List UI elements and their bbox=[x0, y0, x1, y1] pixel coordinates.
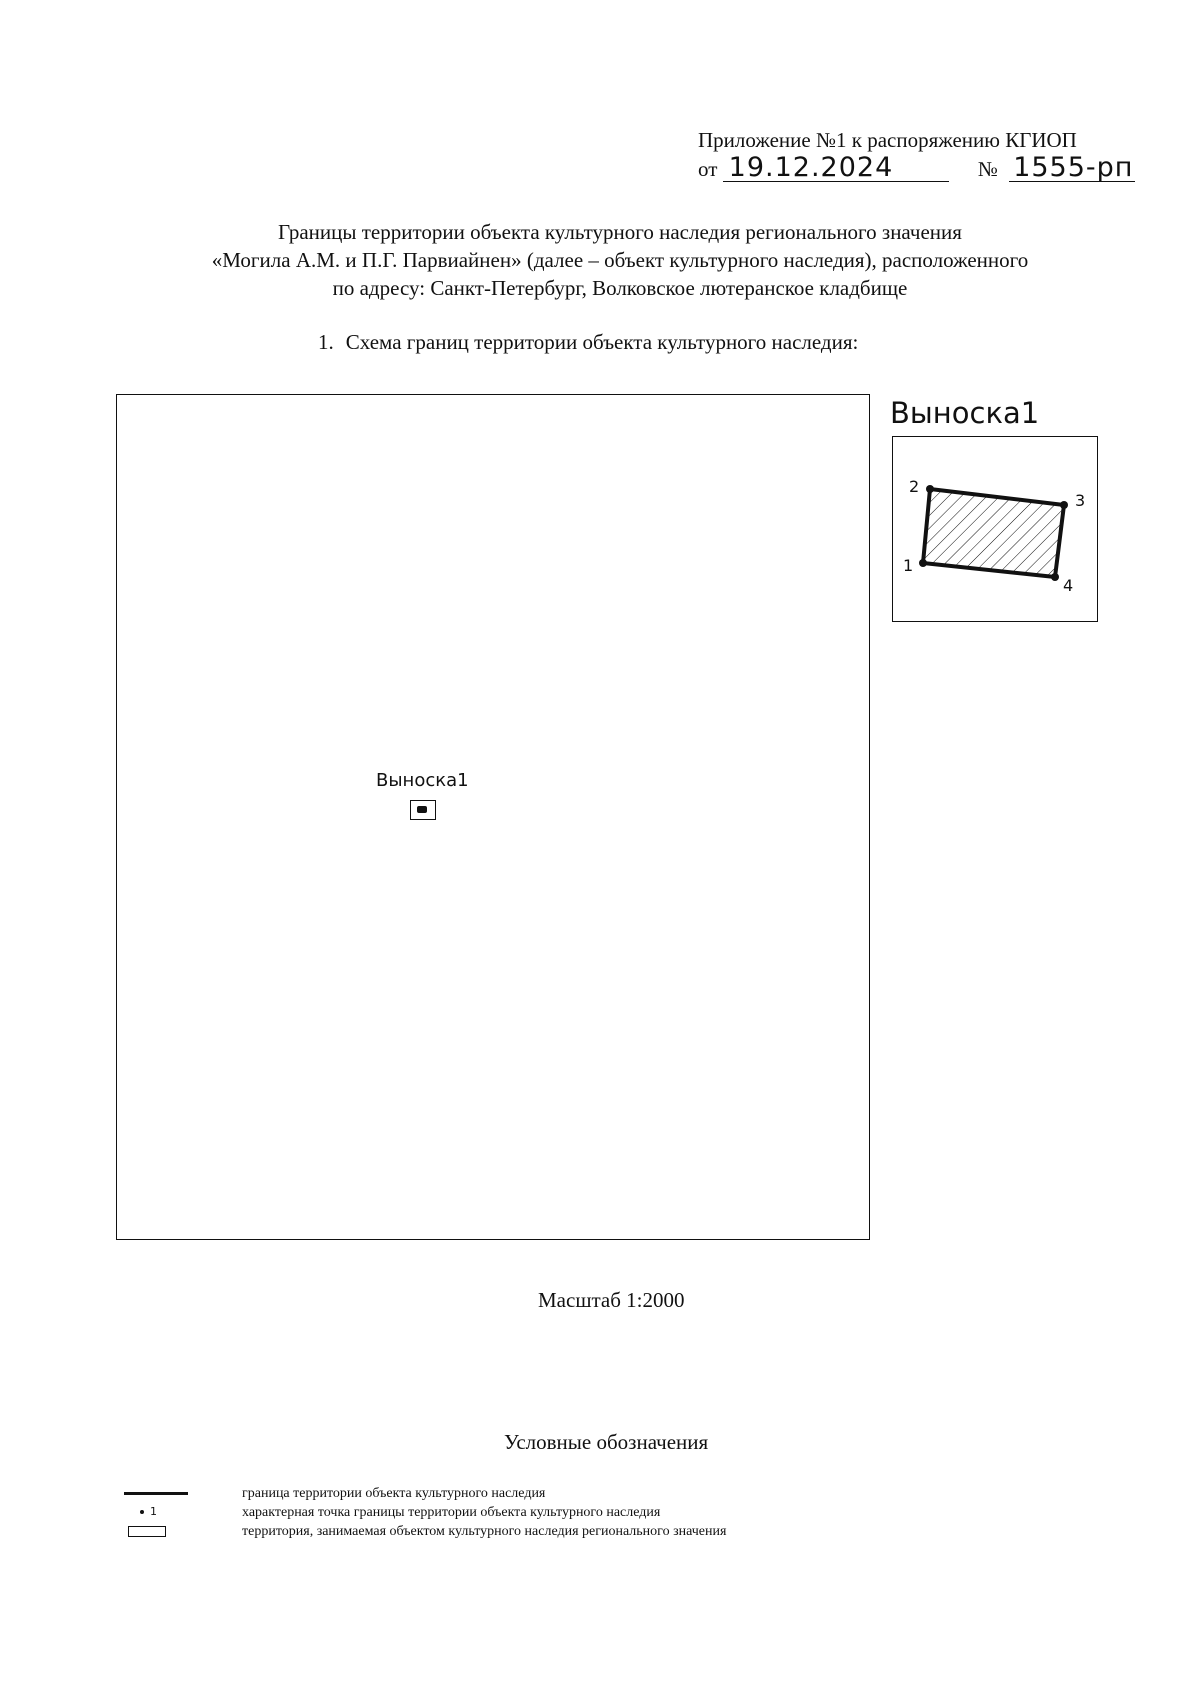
title-line-2: «Могила А.М. и П.Г. Парвиайнен» (далее – объект культурного наследия), расположенного bbox=[211, 248, 1029, 272]
map-callout-marker bbox=[410, 800, 436, 820]
title-line-1: Границы территории объекта культурного наследия регионального значения bbox=[278, 220, 962, 244]
point-label-4: 4 bbox=[1063, 576, 1074, 595]
boundary-scheme-map bbox=[116, 394, 870, 1240]
section-heading-text: Схема границ территории объекта культурного наследия: bbox=[345, 330, 859, 354]
boundary-point-2 bbox=[926, 485, 934, 493]
legend-item-boundary bbox=[124, 1486, 924, 1504]
legend-item-point bbox=[124, 1505, 924, 1523]
object-territory-polygon bbox=[923, 489, 1064, 577]
boundary-line-symbol bbox=[124, 1492, 188, 1495]
map-scale: Масштаб 1:2000 bbox=[538, 1288, 685, 1312]
territory-symbol bbox=[128, 1526, 166, 1537]
title-line-3: по адресу: Санкт-Петербург, Волковское лютеранское кладбище bbox=[332, 276, 908, 300]
appendix-reference: Приложение №1 к распоряжению КГИОП bbox=[698, 128, 1077, 152]
point-label-2: 2 bbox=[909, 477, 920, 496]
legend-text: территория, занимаемая объектом культурного наследия регионального значения bbox=[242, 1524, 727, 1539]
boundary-point-4 bbox=[1051, 573, 1059, 581]
object-location-mark bbox=[417, 806, 427, 813]
point-symbol-label: 1 bbox=[150, 1505, 157, 1518]
legend-text: граница территории объекта культурного наследия bbox=[242, 1486, 546, 1501]
boundary-point-3 bbox=[1060, 501, 1068, 509]
map-callout-label: Выноска1 bbox=[376, 770, 469, 791]
number-sign: № bbox=[977, 157, 998, 181]
point-label-3: 3 bbox=[1075, 491, 1086, 510]
point-dot-icon bbox=[140, 1510, 144, 1514]
date-prefix: от bbox=[698, 157, 718, 181]
order-date: 19.12.2024 bbox=[723, 154, 949, 182]
characteristic-point-symbol bbox=[140, 1505, 157, 1518]
inset-frame bbox=[892, 436, 1098, 622]
legend-title: Условные обозначения bbox=[504, 1430, 709, 1454]
boundary-point-1 bbox=[919, 559, 927, 567]
order-date-number-line bbox=[698, 154, 1135, 182]
document-title bbox=[60, 218, 1180, 302]
legend-text: характерная точка границы территории объекта культурного наследия bbox=[242, 1505, 661, 1520]
section-heading bbox=[318, 330, 858, 355]
inset-drawing bbox=[893, 437, 1099, 623]
legend-item-territory bbox=[124, 1524, 924, 1542]
inset-title: Выноска1 bbox=[890, 396, 1040, 430]
point-label-1: 1 bbox=[903, 556, 914, 575]
order-number: 1555-рп bbox=[1009, 154, 1135, 182]
section-number: 1. bbox=[318, 330, 334, 354]
